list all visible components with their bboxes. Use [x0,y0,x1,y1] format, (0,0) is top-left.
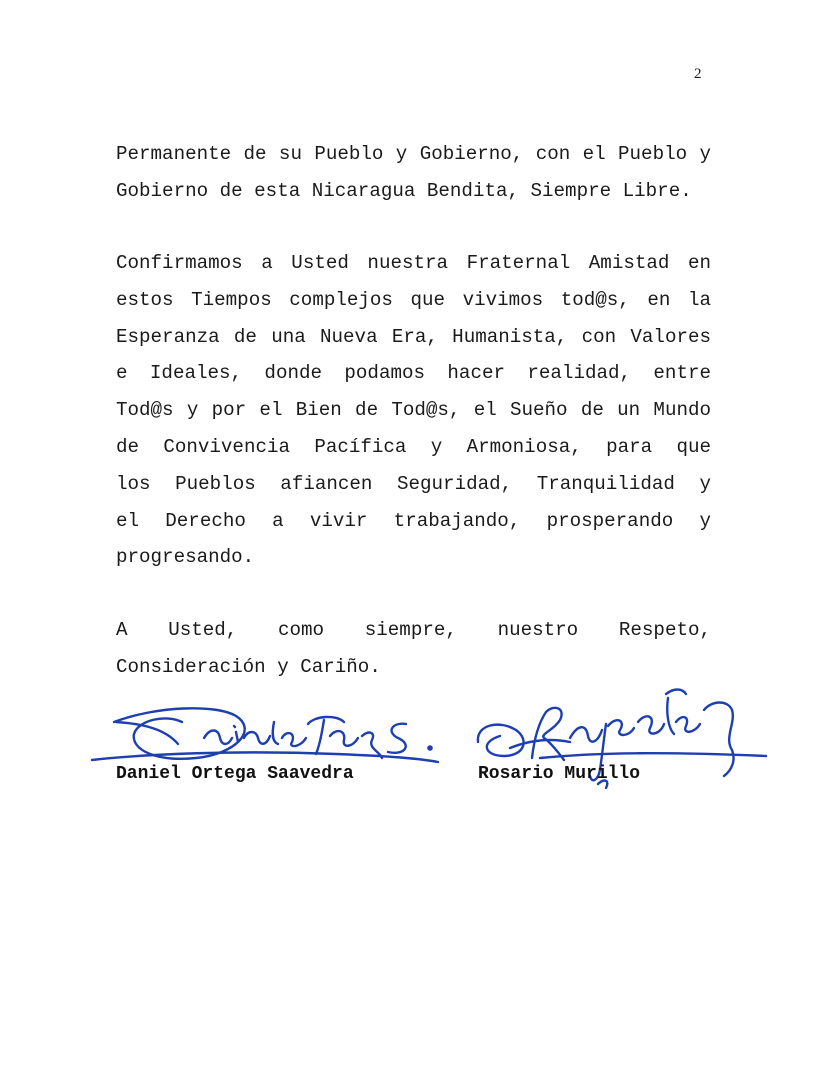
signer-name-right: Rosario Murillo [478,764,641,784]
text-line: el Derecho a vivir trabajando, prosperando y [116,509,711,532]
text-line: los Pueblos afiancen Seguridad, Tranquilidad y [116,472,711,495]
text-line: Confirmamos a Usted nuestra Fraternal Amistad en [116,252,711,274]
text-line: A Usted, como siempre, nuestro Respeto, [116,619,711,641]
text-line: Esperanza de una Nueva Era, Humanista, con Valores [116,325,711,348]
text-line: Permanente de su Pueblo y Gobierno, con el Pueblo y [116,143,711,165]
text-line: progresando. [116,546,255,569]
text-line: Gobierno de esta Nicaragua Bendita, Siempre Libre. [116,179,692,202]
page-number: 2 [694,66,702,82]
paragraph-friendship [116,245,711,576]
text-line: estos Tiempos complejos que vivimos tod@s, en la [116,288,711,311]
paragraph-closing-greeting [116,136,711,210]
text-line: Tod@s y por el Bien de Tod@s, el Sueño de un Mundo [116,399,711,422]
text-line: de Convivencia Pacífica y Armoniosa, para que [116,435,711,458]
signer-name-left: Daniel Ortega Saavedra [116,764,354,784]
paragraph-respect [116,612,711,686]
text-line: Consideración y Cariño. [116,655,381,678]
text-line: e Ideales, donde podamos hacer realidad, entre [116,362,711,385]
